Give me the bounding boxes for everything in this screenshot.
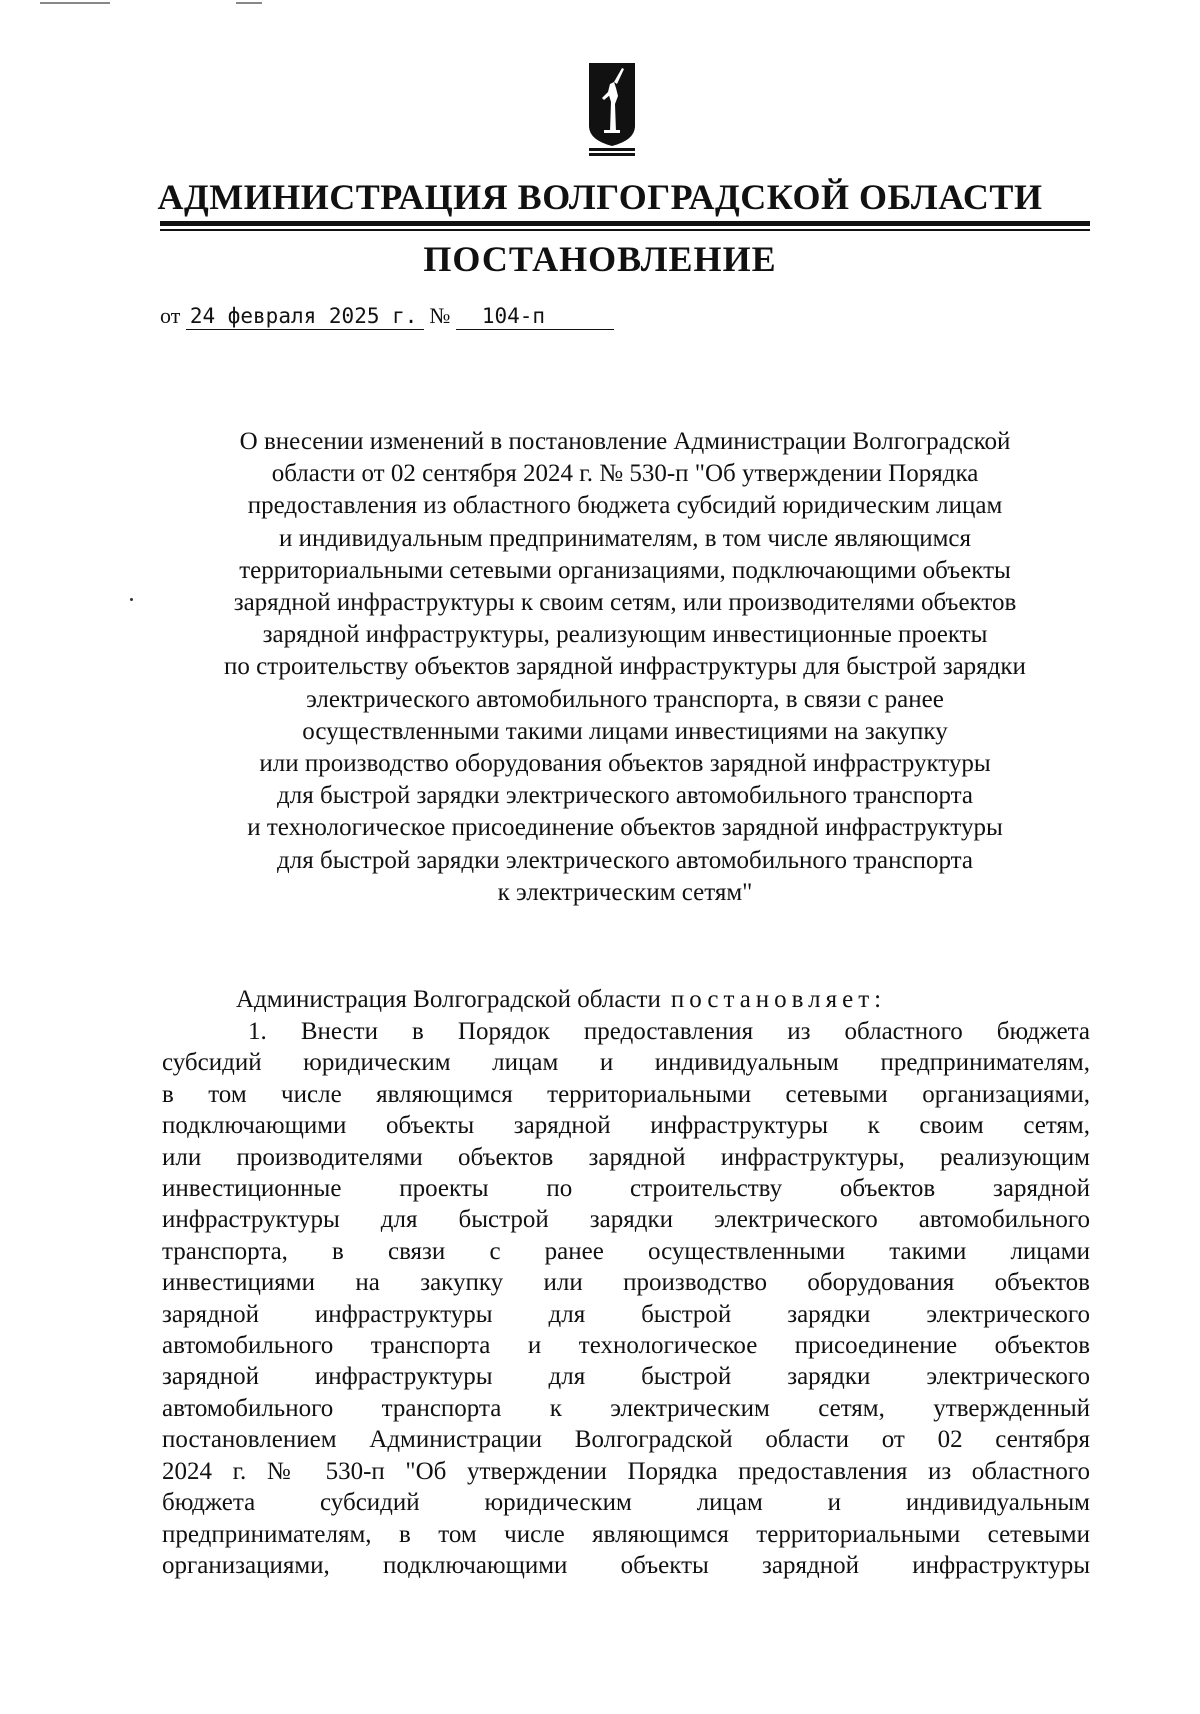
body-line: субсидий юридическим лицам и индивидуальным предпринимателям, <box>162 1049 1090 1077</box>
body-line: автомобильного транспорта к электрическим сетям, утвержденный <box>162 1394 1090 1422</box>
preamble-text: Администрация Волгоградской области <box>236 986 661 1013</box>
subject-line: предоставления из областного бюджета субсидий юридическим лицам <box>247 492 1003 520</box>
subject-line: для быстрой зарядки электрического автомобильного транспорта <box>277 782 973 810</box>
body-line: транспорта, в связи с ранее осуществленными такими лицами <box>162 1237 1090 1265</box>
body-line: организациями, подключающими объекты зарядной инфраструктуры <box>162 1551 1090 1579</box>
body-line: предпринимателям, в том числе являющимся территориальными сетевыми <box>162 1520 1090 1548</box>
subject-line: к электрическим сетям" <box>497 878 753 906</box>
document-subject <box>160 426 1090 909</box>
subject-line: О внесении изменений в постановление Администрации Волгоградской <box>239 428 1011 455</box>
subject-line: территориальными сетевыми организациями, подключающими объекты <box>239 556 1011 584</box>
body-line: зарядной инфраструктуры для быстрой зарядки электрического <box>162 1300 1090 1328</box>
organization-title: АДМИНИСТРАЦИЯ ВОЛГОГРАДСКОЙ ОБЛАСТИ <box>157 177 1043 217</box>
subject-line: осуществленными такими лицами инвестициями на закупку <box>302 717 948 745</box>
preamble <box>236 986 886 1014</box>
scan-dot <box>130 598 133 601</box>
body-line: автомобильного транспорта и технологическое присоединение объектов <box>162 1332 1090 1360</box>
header-divider-thick <box>160 221 1090 226</box>
subject-line: или производство оборудования объектов зарядной инфраструктуры <box>259 750 991 778</box>
subject-line: по строительству объектов зарядной инфраструктуры для быстрой зарядки <box>224 653 1026 681</box>
body-paragraph-1 <box>162 1016 1090 1581</box>
body-line: инвестиционные проекты по строительству объектов зарядной <box>162 1175 1090 1203</box>
coat-of-arms-icon <box>588 62 636 156</box>
preamble-verb: постановляет: <box>670 986 887 1013</box>
scan-artifact <box>40 2 110 4</box>
subject-line: зарядной инфраструктуры к своим сетям, или производителями объектов <box>233 589 1017 617</box>
body-line: бюджета субсидий юридическим лицам и индивидуальным <box>162 1489 1090 1517</box>
body-line: или производителями объектов зарядной инфраструктуры, реализующим <box>162 1143 1090 1171</box>
scan-artifact <box>236 2 262 4</box>
subject-line: и индивидуальным предпринимателям, в том числе являющимся <box>278 524 972 552</box>
document-number: 104-п <box>456 303 614 330</box>
body-line: в том числе являющимся территориальными сетевыми организациями, <box>162 1080 1090 1108</box>
body-line: постановлением Администрации Волгоградской области от 02 сентября <box>162 1426 1090 1454</box>
subject-line: электрического автомобильного транспорта, в связи с ранее <box>306 685 944 713</box>
date-number-line <box>160 303 614 330</box>
subject-line: и технологическое присоединение объектов зарядной инфраструктуры <box>247 814 1003 842</box>
subject-line: зарядной инфраструктуры, реализующим инвестиционные проекты <box>262 621 988 649</box>
date-prefix: от <box>160 303 181 328</box>
body-line: 2024 г. № 530-п "Об утверждении Порядка предоставления из областного <box>162 1457 1090 1485</box>
subject-line: области от 02 сентября 2024 г. № 530-п "Об утверждении Порядка <box>271 460 979 488</box>
scan-top-edge <box>0 0 1200 6</box>
body-line: подключающими объекты зарядной инфраструктуры к своим сетям, <box>162 1112 1090 1140</box>
document-date: 24 февраля 2025 г. <box>186 303 424 330</box>
body-line: инвестициями на закупку или производство оборудования объектов <box>162 1269 1090 1297</box>
document-type-title: ПОСТАНОВЛЕНИЕ <box>423 239 777 279</box>
body-line: зарядной инфраструктуры для быстрой зарядки электрического <box>162 1363 1090 1391</box>
body-line: 1. Внести в Порядок предоставления из областного бюджета <box>248 1018 1090 1045</box>
number-prefix: № <box>429 303 451 328</box>
header-divider-thin <box>160 229 1090 231</box>
subject-line: для быстрой зарядки электрического автомобильного транспорта <box>277 846 973 874</box>
body-line: инфраструктуры для быстрой зарядки электрического автомобильного <box>162 1206 1090 1234</box>
